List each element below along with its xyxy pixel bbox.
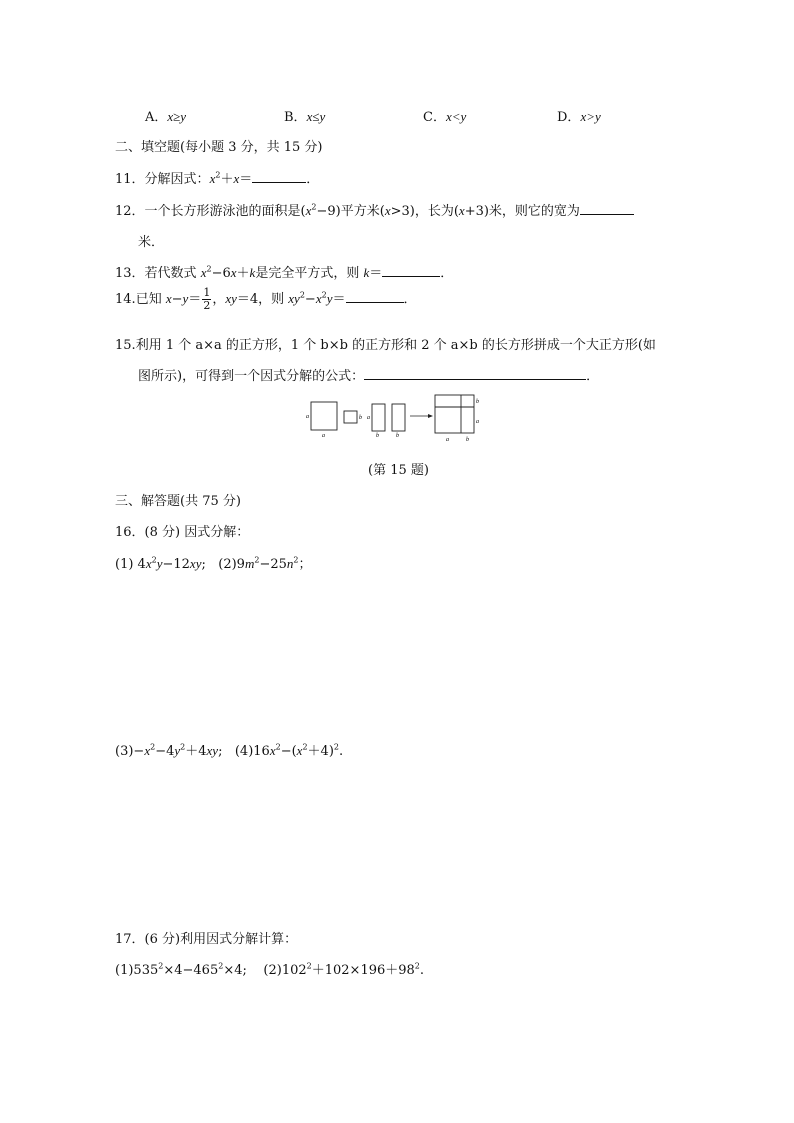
square-a <box>311 402 337 430</box>
figure-caption: (第 15 题) <box>368 463 429 478</box>
label-b: b <box>466 437 469 443</box>
label-b: b <box>476 399 479 405</box>
option-label: A． <box>145 110 168 125</box>
fraction-one-half: $\frac{1}{2}$ <box>203 286 211 312</box>
section-heading-fill-in: 二、填空题(每小题 3 分，共 15 分) <box>115 140 323 155</box>
label-a: a <box>446 437 449 443</box>
question-number: 11． <box>115 172 145 187</box>
option-a <box>145 106 186 125</box>
question-17-title: 17．(6 分)利用因式分解计算： <box>115 932 298 947</box>
answer-blank[interactable] <box>364 367 586 380</box>
question-text: 利用 1 个 a×a 的正方形，1 个 b×b 的正方形和 2 个 a×b 的长方形拼成一个大正方形(如 <box>135 338 656 353</box>
question-number: 13． <box>115 266 145 281</box>
question-text: 分解因式： <box>144 172 210 187</box>
option-expr: x<y <box>445 109 467 124</box>
option-expr: x≤y <box>306 109 326 124</box>
option-label: B． <box>284 110 307 125</box>
option-label: D． <box>557 110 581 125</box>
label-b: b <box>396 433 399 439</box>
question-number: 14. <box>115 292 136 307</box>
question-15 <box>115 334 656 353</box>
question-number: 15. <box>115 338 136 353</box>
answer-blank[interactable] <box>252 170 306 183</box>
option-c <box>423 106 466 125</box>
option-label: C． <box>423 110 446 125</box>
option-expr: x>y <box>580 109 601 124</box>
question-14: 14.已知 x−y＝ $\frac{1}{2}$ ，xy＝4，则 $xy^2-x^2y=$ ． <box>115 286 417 312</box>
question-16-part3-4: $(3)-x^2-4y^2+4xy$; $(4)16x^2-(x^2+4)^2$. <box>115 742 344 759</box>
question-number: 12． <box>115 204 145 219</box>
label-b: b <box>359 415 362 421</box>
option-expr: x≥y <box>167 109 187 124</box>
label-b: b <box>376 433 379 439</box>
rectangle-ab-1 <box>372 404 385 431</box>
question-15-line2: 图所示)，可得到一个因式分解的公式： ． <box>138 369 600 384</box>
arrow-head <box>428 414 433 418</box>
answer-blank[interactable] <box>346 290 404 303</box>
question-12: 12．一个长方形游泳池的面积是$(x^2-9)$平方米(x>3)，长为(x+3)米，则它的宽为 <box>115 200 634 219</box>
question-16-title: 16．(8 分) 因式分解： <box>115 525 250 540</box>
question-17-parts: $(1)535^2\times 4-465^2\times 4$; $(2)102^2+102\times 196+98^2$. <box>115 961 425 978</box>
square-assembly-figure <box>300 392 495 444</box>
option-d <box>557 106 601 125</box>
square-b <box>344 411 357 423</box>
rectangle-ab-2 <box>392 404 405 431</box>
big-square <box>435 395 474 433</box>
label-a: a <box>367 415 370 421</box>
question-13: 13．若代数式 $x^2-6x+k$是完全平方式，则 k＝ ． <box>115 264 454 281</box>
label-a: a <box>476 419 479 425</box>
question-12-line2: 米． <box>138 235 165 250</box>
label-a: a <box>306 414 309 420</box>
option-b <box>284 106 325 125</box>
answer-blank[interactable] <box>382 264 440 277</box>
question-16-part1-2: (1) $4x^2y-12xy$; $(2)9m^2-25n^2$； <box>115 555 312 572</box>
question-11: 11．分解因式：$x^2+x=$ ． <box>115 170 320 187</box>
label-a: a <box>322 433 325 439</box>
answer-blank[interactable] <box>580 202 634 215</box>
section-heading-solutions: 三、解答题(共 75 分) <box>115 494 241 509</box>
